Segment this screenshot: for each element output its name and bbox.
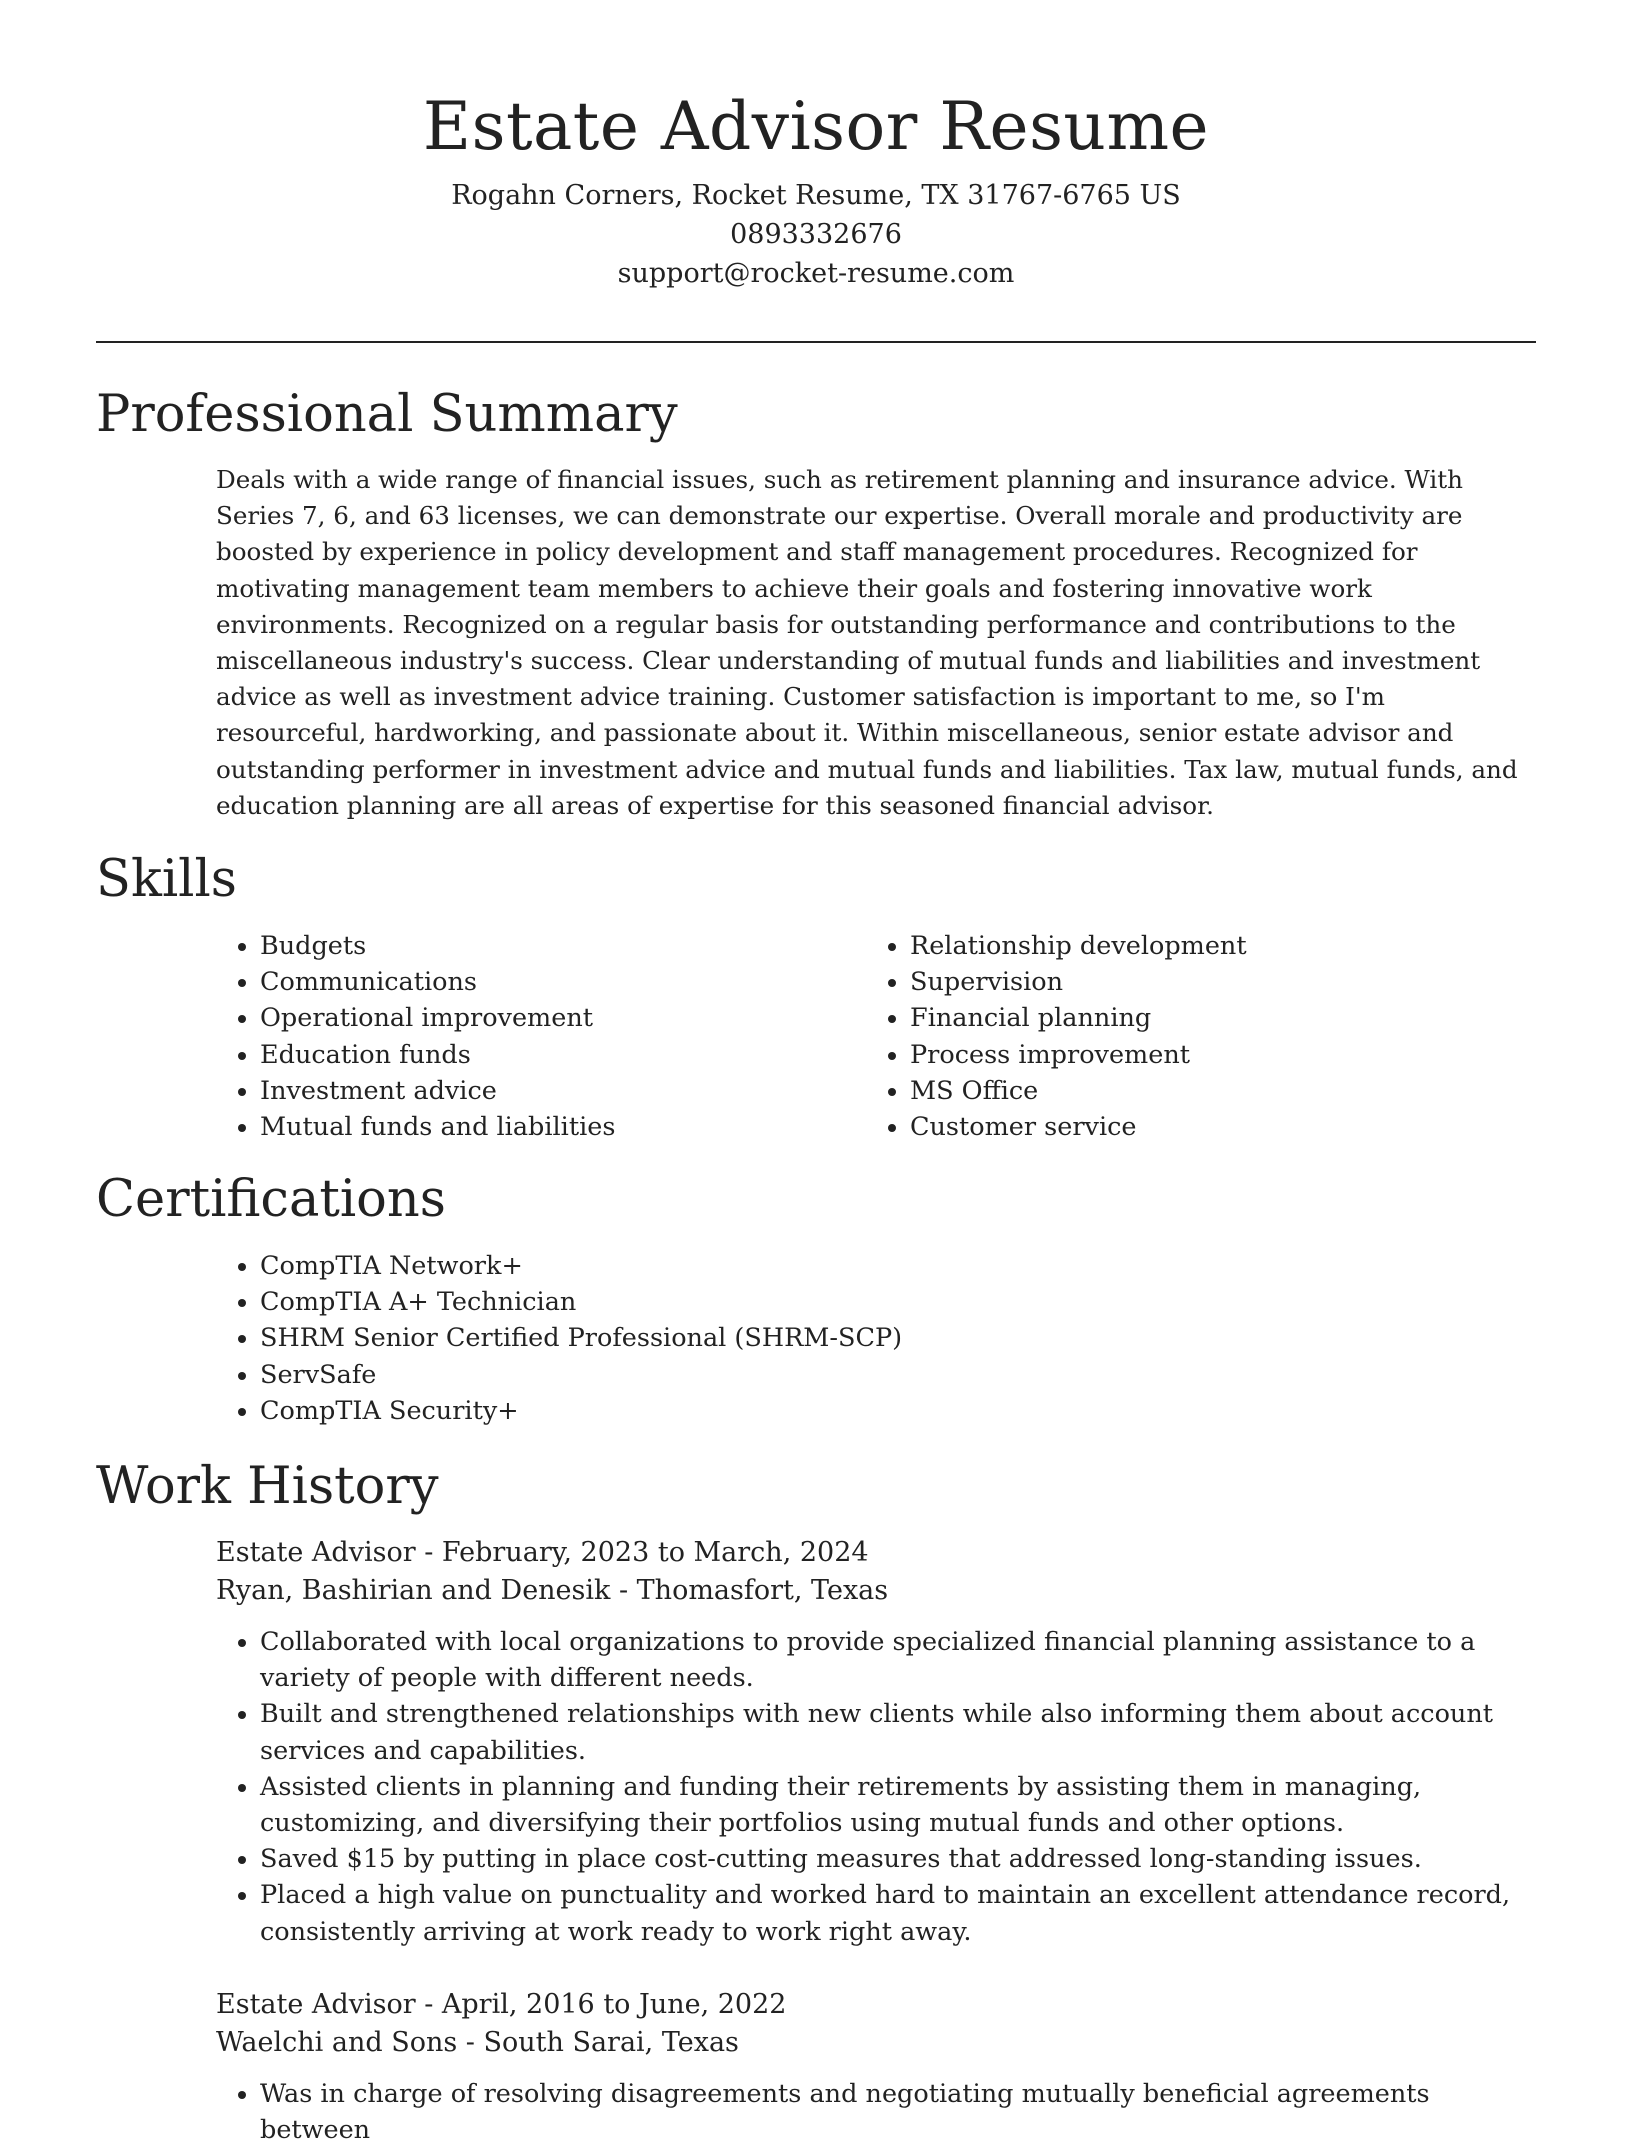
skill-item: • Education funds — [260, 1037, 615, 1073]
skill-item: • Process improvement — [910, 1037, 1247, 1073]
certification-item: • ServSafe — [260, 1357, 902, 1393]
skills-list-left — [216, 928, 615, 1145]
job-bullet: • Saved $15 by putting in place cost-cutting measures that addressed long-standing issues. — [260, 1841, 1538, 1877]
skill-item: • Operational improvement — [260, 1000, 615, 1036]
work-history-heading: Work History — [96, 1457, 439, 1516]
job-bullet: • Assisted clients in planning and funding their retirements by assisting them in managing, customizing, and diversifying their portfolios using mutual funds and other options. — [260, 1769, 1538, 1841]
contact-phone: 0893332676 — [730, 219, 902, 250]
skill-item: • Customer service — [910, 1109, 1247, 1145]
contact-address: Rogahn Corners, Rocket Resume, TX 31767-6765 US — [451, 180, 1181, 211]
job-bullet: • Placed a high value on punctuality and worked hard to maintain an excellent attendance record, consistently arriving at work ready to work right away. — [260, 1877, 1538, 1949]
resume-title: Estate Advisor Resume — [422, 88, 1210, 165]
skill-item: • MS Office — [910, 1073, 1247, 1109]
job-bullets — [216, 1624, 1538, 1950]
job-employer-line: Ryan, Bashirian and Denesik - Thomasfort, Texas — [216, 1575, 889, 1606]
contact-block — [0, 176, 1632, 293]
job-title-line: Estate Advisor - April, 2016 to June, 2022 — [216, 1989, 787, 2020]
skills-heading: Skills — [96, 850, 237, 909]
skill-item: • Investment advice — [260, 1073, 615, 1109]
job-bullet: • Built and strengthened relationships with new clients while also informing them about account services and capabilities. — [260, 1696, 1538, 1768]
job-bullets — [216, 2076, 1538, 2148]
summary-heading: Professional Summary — [96, 385, 678, 444]
contact-email: support@rocket-resume.com — [617, 258, 1015, 289]
skill-item: • Communications — [260, 964, 615, 1000]
certifications-list — [216, 1248, 902, 1429]
skill-item: • Mutual funds and liabilities — [260, 1109, 615, 1145]
certification-item: • CompTIA Network+ — [260, 1248, 902, 1284]
resume-header — [0, 0, 1632, 293]
skills-column-right — [866, 928, 1247, 1145]
certifications-block — [216, 1248, 902, 1429]
header-divider — [96, 341, 1536, 343]
skills-column-left — [216, 928, 615, 1145]
summary-text: Deals with a wide range of financial issues, such as retirement planning and insurance advice. With Series 7, 6, and 63 licenses, we can demonstrate our expertise. Overall morale and productivity are boosted by experience in policy development and staff management procedures. Recognized for motivating management team members to achieve their goals and fostering innovative work environments. Recognized on a regular basis for outstanding performance and contributions to the miscellaneous industry's success. Clear understanding of mutual funds and liabilities and investment advice as well as investment advice training. Customer satisfaction is important to me, so I'm resourceful, hardworking, and passionate about it. Within miscellaneous, senior estate advisor and outstanding performer in investment advice and mutual funds and liabilities. Tax law, mutual funds, and education planning are all areas of expertise for this seasoned financial advisor. — [216, 465, 1518, 820]
job-title-line: Estate Advisor - February, 2023 to March, 2024 — [216, 1537, 869, 1568]
skill-item: • Supervision — [910, 964, 1247, 1000]
certifications-heading: Certifications — [96, 1170, 446, 1229]
job-bullet: • Was in charge of resolving disagreements and negotiating mutually beneficial agreements between — [260, 2076, 1538, 2148]
job-bullet: • Collaborated with local organizations to provide specialized financial planning assistance to a variety of people with different needs. — [260, 1624, 1538, 1696]
job-entry — [216, 1534, 1538, 1950]
certification-item: • SHRM Senior Certified Professional (SHRM-SCP) — [260, 1320, 902, 1356]
skill-item: • Relationship development — [910, 928, 1247, 964]
skills-list-right — [866, 928, 1247, 1145]
certification-item: • CompTIA A+ Technician — [260, 1284, 902, 1320]
skill-item: • Budgets — [260, 928, 615, 964]
skill-item: • Financial planning — [910, 1000, 1247, 1036]
certification-item: • CompTIA Security+ — [260, 1393, 902, 1429]
job-employer-line: Waelchi and Sons - South Sarai, Texas — [216, 2027, 739, 2058]
job-entry — [216, 1986, 1538, 2148]
